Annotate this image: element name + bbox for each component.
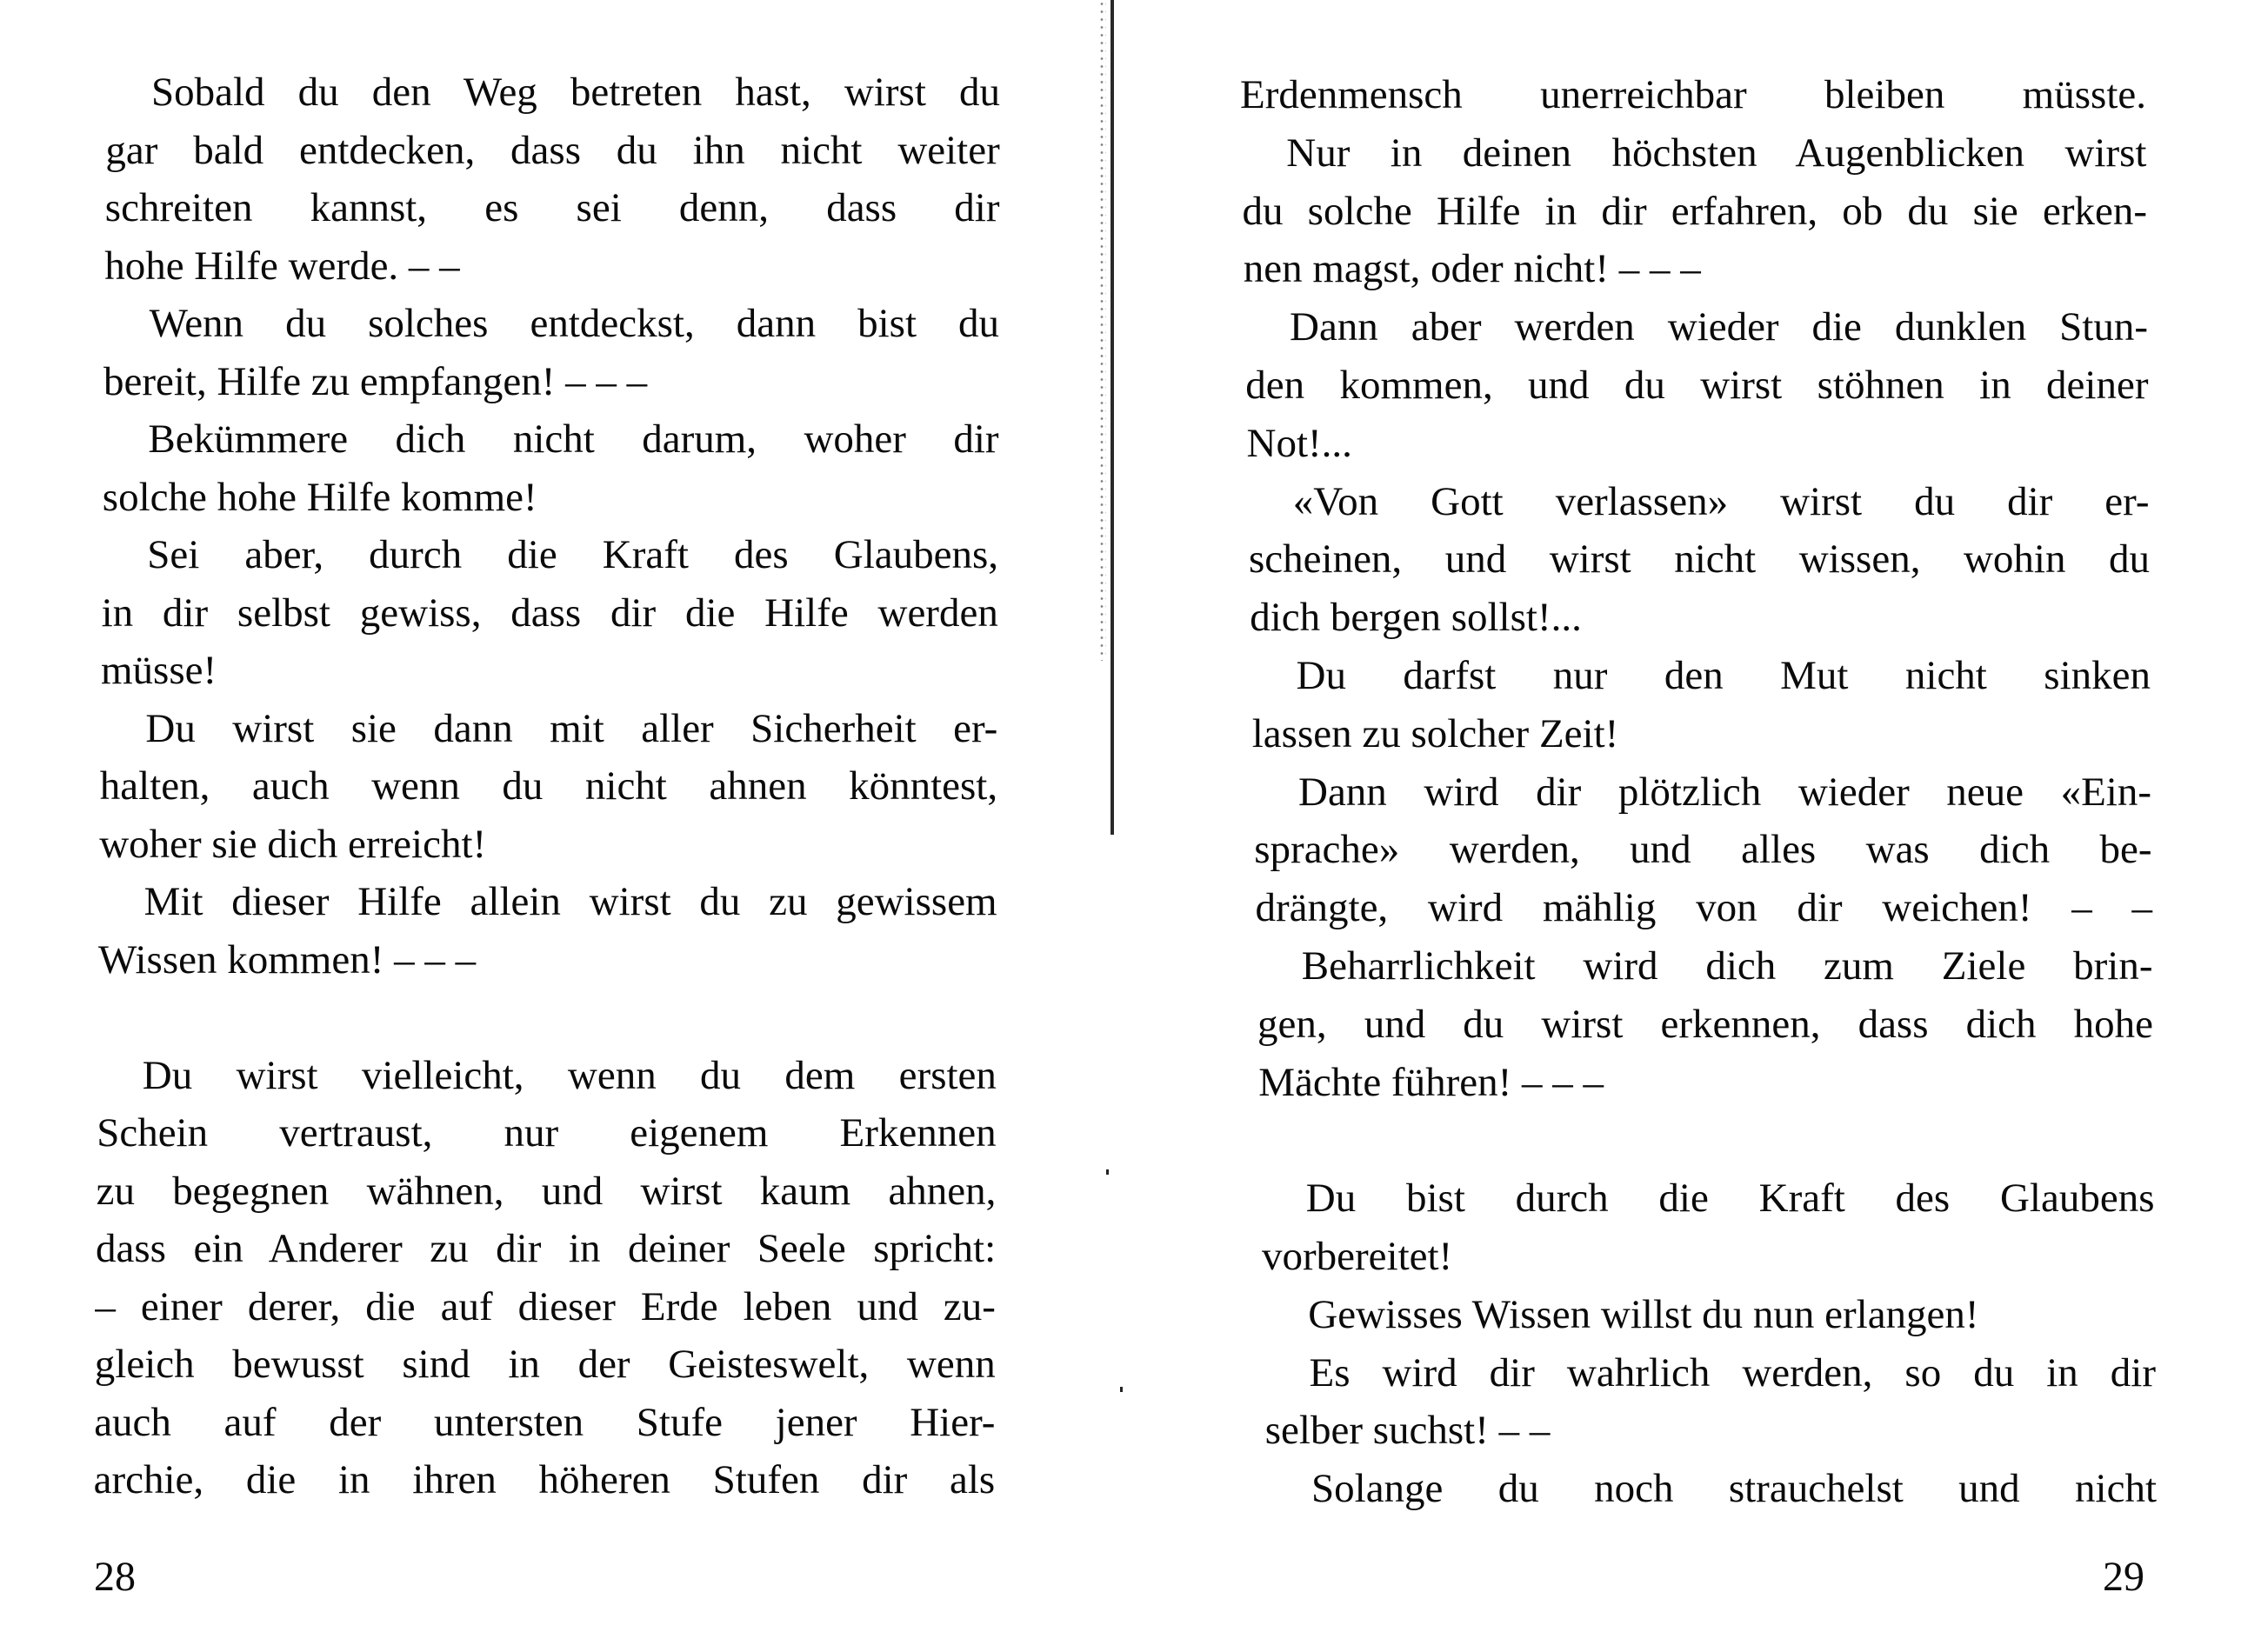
text-line: Du darfst nur den Mut nicht sinken [1296,653,2151,698]
page-number-right: 29 [2103,1554,2144,1600]
text-line: Not!... [1246,420,1352,466]
text-line: Du wirst sie dann mit aller Sicherheit er- [145,705,998,751]
text-line: müsse! [101,648,217,693]
text-line: Sobald du den Weg betreten hast, wirst du [151,70,1000,115]
text-line: schreiten kannst, es sei denn, dass dir [104,185,1000,230]
text-line: scheinen, und wirst nicht wissen, wohin du [1249,536,2150,583]
text-line: vorbereitet! [1262,1234,1453,1279]
scan-speck [1106,1169,1109,1175]
text-line: Gewisses Wissen willst du nun erlangen! [1308,1291,1979,1337]
text-line: Wenn du solches entdeckst, dann bist du [149,301,1000,346]
text-line: Bekümmere dich nicht darum, woher dir [148,416,999,462]
text-line: – einer derer, die auf dieser Erde leben und zu- [95,1283,996,1329]
text-line: woher sie dich erreicht! [99,821,487,867]
text-line: Mit dieser Hilfe allein wirst du zu gewissem [143,879,997,924]
text-line: nen magst, oder nicht! – – – [1243,246,1701,292]
text-line: Dann aber werden wieder die dunklen Stun- [1290,304,2148,350]
text-line: Es wird dir wahrlich werden, so du in dir [1309,1349,2156,1396]
text-line: Beharrlichkeit wird dich zum Ziele brin- [1301,943,2153,989]
text-line: Dann wird dir plötzlich wieder neue «Ein- [1298,769,2151,815]
text-line: Erdenmensch unerreichbar bleiben müsste. [1240,72,2146,117]
text-line: gleich bewusst sind in der Geisteswelt, wenn [94,1342,996,1387]
text-line: halten, auch wenn du nicht ahnen könntest, [99,763,998,809]
text-line: solche hohe Hilfe komme! [102,474,537,520]
text-line: Du wirst vielleicht, wenn du dem ersten [142,1052,997,1098]
book-gutter [1110,0,1114,835]
page-number-left: 28 [94,1554,136,1600]
text-line: bereit, Hilfe zu empfangen! – – – [103,358,648,404]
text-line: hohe Hilfe werde. – – [104,243,460,289]
text-line: in dir selbst gewiss, dass dir die Hilfe werden [101,590,998,636]
text-line: Sei aber, durch die Kraft des Glaubens, [147,532,999,577]
text-line: Wissen kommen! – – – [98,936,477,983]
text-line: archie, die in ihren höheren Stufen dir als [93,1457,996,1502]
text-line: gar bald entdecken, dass du ihn nicht weiter [105,127,1000,173]
text-line: Schein vertraust, nur eigenem Erkennen [97,1110,997,1156]
text-line: auch auf der untersten Stufe jener Hier- [94,1399,996,1445]
right-page [1130,0,2261,1652]
text-line: Nur in deinen höchsten Augenblicken wirst [1286,130,2147,176]
left-page [0,0,1096,1652]
text-line: Mächte führen! – – – [1258,1059,1604,1105]
text-line: drängte, wird mählig von dir weichen! – – [1255,885,2152,931]
text-line: den kommen, und du wirst stöhnen in deiner [1245,363,2149,408]
text-line: sprache» werden, und alles was dich be- [1254,827,2152,873]
text-line: Du bist durch die Kraft des Glaubens [1305,1176,2155,1222]
scan-speck [1120,1387,1123,1392]
text-line: zu begegnen wähnen, und wirst kaum ahnen, [96,1168,997,1214]
text-line: «Von Gott verlassen» wirst du dir er- [1292,478,2150,524]
text-line: lassen zu solcher Zeit! [1251,710,1619,756]
text-line: dich bergen sollst!... [1250,595,1582,641]
text-line: gen, und du wirst erkennen, dass dich hohe [1257,1001,2153,1047]
text-line: selber suchst! – – [1264,1408,1551,1454]
text-line: Solange du noch strauchelst und nicht [1311,1466,2157,1512]
gutter-shadow [1099,0,1106,661]
text-line: du solche Hilfe in dir erfahren, ob du sie erken- [1242,188,2147,234]
text-line: dass ein Anderer zu dir in deiner Seele spricht: [96,1226,997,1271]
